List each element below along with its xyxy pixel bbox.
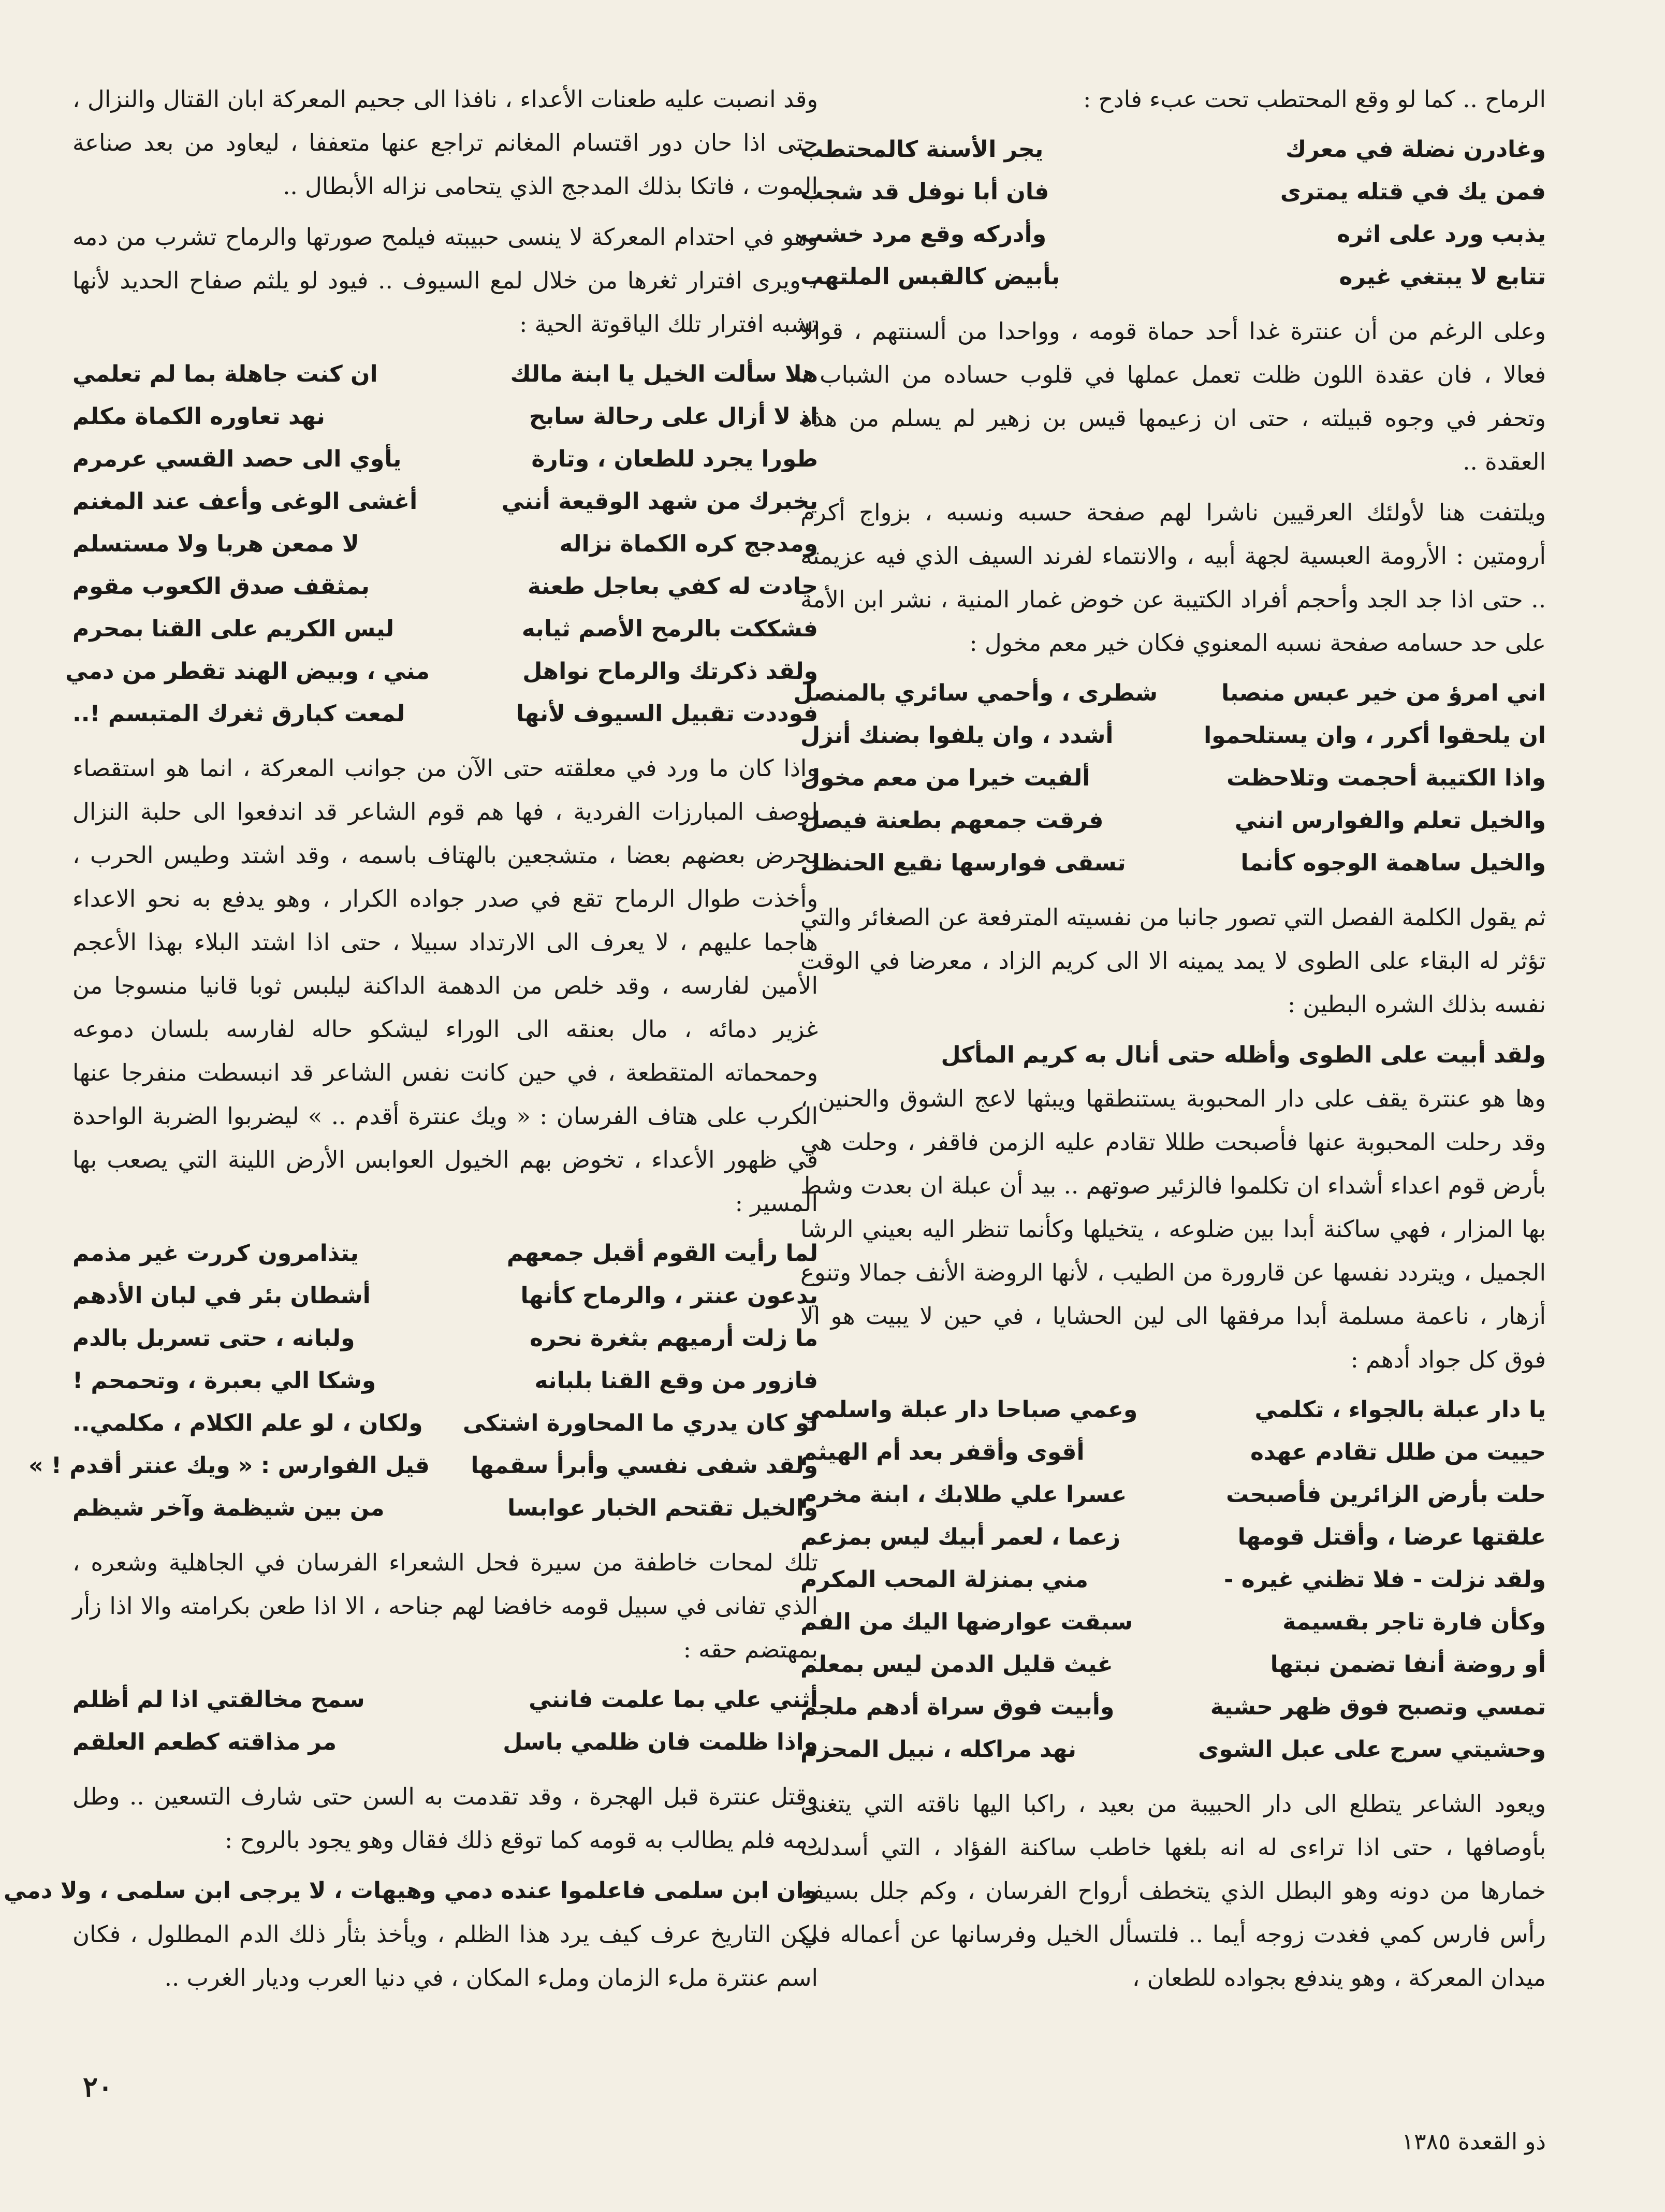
verse-line xyxy=(800,1686,1546,1728)
poem-verse xyxy=(793,672,1546,884)
first-hemistich: حييت من طلل تقادم عهده xyxy=(1250,1439,1546,1465)
paragraph: الرماح .. كما لو وقع المحتطب تحت عبء فادح : xyxy=(1083,85,1546,113)
verse-line xyxy=(72,353,818,396)
issue-date: ذو القعدة ١٣٨٥ xyxy=(1401,2129,1546,2155)
second-hemistich: وشكا الي بعبرة ، وتحمحم ! xyxy=(72,1367,376,1394)
verse-line xyxy=(800,842,1546,884)
second-hemistich: مني بمنزلة المحب المكرم xyxy=(800,1566,1088,1593)
second-hemistich: ان كنت جاهلة بما لم تعلمي xyxy=(72,361,378,387)
first-hemistich: ومدجج كره الكماة نزاله xyxy=(559,531,818,557)
first-hemistich: هلا سألت الخيل يا ابنة مالك xyxy=(510,361,818,387)
poem-verse xyxy=(72,1679,818,1764)
left-column xyxy=(4,78,818,2092)
verse-line xyxy=(800,1601,1546,1643)
paragraph: وقتل عنترة قبل الهجرة ، وقد تقدمت به السن حتى شارف التسعين .. وطل دمه فلم يطالب به قومه كما توقع ذلك فقال وهو يجود بالروح : xyxy=(72,1783,818,1854)
second-hemistich: يتذامرون كررت غير مذمم xyxy=(72,1240,359,1267)
second-hemistich: وأبيت فوق سراة أدهم ملجم xyxy=(800,1694,1115,1720)
first-hemistich: ولقد شفى نفسي وأبرأ سقمها xyxy=(471,1452,818,1479)
second-hemistich: زعما ، لعمر أبيك ليس بمزعم xyxy=(800,1524,1121,1550)
second-hemistich: فان أبا نوفل قد شجب xyxy=(800,179,1049,205)
first-hemistich: اذ لا أزال على رحالة سابح xyxy=(529,403,818,430)
verse-line xyxy=(72,396,818,438)
second-hemistich: لمعت كبارق ثغرك المتبسم !.. xyxy=(72,701,405,727)
verse-line xyxy=(72,523,818,565)
verse-line xyxy=(800,171,1546,213)
paragraph: وعلى الرغم من أن عنترة غدا أحد حماة قومه ، وواحدا من ألسنتهم ، قوالا فعالا ، فان عقدة اللون ظلت تعمل عملها في قلوب حساده من الشباب ، وتحفر في وجوه قبيلته ، حتى ان زعيمها قيس بن زهير لم يسلم من هذه العقدة .. xyxy=(800,317,1546,475)
second-hemistich: بمثقف صدق الكعوب مقوم xyxy=(72,573,370,600)
paragraph: وقد انصبت عليه طعنات الأعداء ، نافذا الى جحيم المعركة ابان القتال والنزال ، حتى اذا حان دور اقتسام المغانم تراجع عنها متعففا ، ليعاود من بعد صناعة الموت ، فاتكا بذلك المدجج الذي يتحامى نزاله الأبطال .. xyxy=(72,85,818,200)
second-hemistich: شطرى ، وأحمي سائري بالمنصل xyxy=(793,680,1158,706)
first-hemistich: أثني علي بما علمت فانني xyxy=(529,1686,818,1713)
second-hemistich: قيل الفوارس : « ويك عنتر أقدم ! » xyxy=(28,1452,430,1479)
first-hemistich: تمسي وتصبح فوق ظهر حشية xyxy=(1210,1694,1546,1720)
poem-verse xyxy=(28,1232,818,1530)
verse-line xyxy=(72,608,818,650)
paragraph: لكن التاريخ عرف كيف يرد هذا الظلم ، ويأخذ بثأر ذلك الدم المطلول ، فكان اسم عنترة ملء الزمان وملء المكان ، في دنيا العرب وديار الغرب .. xyxy=(72,1920,818,1991)
first-hemistich: ولقد نزلت - فلا تظني غيره - xyxy=(1224,1566,1546,1593)
first-hemistich: لما رأيت القوم أقبل جمعهم xyxy=(506,1240,818,1267)
verse-line xyxy=(72,1402,818,1445)
first-hemistich: ان يلحقوا أكرر ، وان يستلحموا xyxy=(1204,722,1546,749)
paragraph: وهو في احتدام المعركة لا ينسى حبيبته فيلمح صورتها والرماح تشرب من دمه ، ويرى افترار ثغرها من خلال لمع السيوف .. فيود لو يلثم صفاح الحديد لأنها تشبه افترار تلك الياقوتة الحية : xyxy=(72,223,818,338)
second-hemistich: ولبانه ، حتى تسربل بالدم xyxy=(72,1325,355,1351)
second-hemistich: لا ممعن هربا ولا مستسلم xyxy=(72,531,359,557)
first-hemistich: علقتها عرضا ، وأقتل قومها xyxy=(1237,1524,1546,1550)
first-hemistich: والخيل ساهمة الوجوه كأنما xyxy=(1240,850,1546,876)
verse-line xyxy=(72,1232,818,1275)
verse-line xyxy=(800,1643,1546,1686)
verse-line xyxy=(800,1559,1546,1601)
second-hemistich: فرقت جمعهم بطعنة فيصل xyxy=(800,807,1104,834)
single-verse: وان ابن سلمى فاعلموا عنده دمي وهيهات ، لا يرجى ابن سلمى ، ولا دمي xyxy=(4,1878,818,1904)
verse-line xyxy=(72,438,818,481)
verse-line xyxy=(72,1317,818,1360)
verse-line xyxy=(800,213,1546,256)
right-column xyxy=(793,78,1546,2092)
first-hemistich: تتابع لا يبتغي غيره xyxy=(1339,264,1546,290)
verse-line xyxy=(72,481,818,523)
first-hemistich: فشككت بالرمح الأصم ثيابه xyxy=(521,616,818,642)
paragraph: واذا كان ما ورد في معلقته حتى الآن من جوانب المعركة ، انما هو استقصاء لوصف المبارزات الفردية ، فها هم قوم الشاعر قد اندفعوا الى حلبة النزال يحرض بعضهم بعضا ، متشجعين بالهتاف باسمه ، وقد اشتد وطيس الحرب ، وأخذت طوال الرماح تقع في صدر جواده الكرار ، وهو يدفع به نحو الاعداء هاجما عليهم ، لا يعرف الى الارتداد سبيلا ، حتى اذا اشتد البلاء بهذا الأعجم الأمين لفارسه ، وقد خلص من الدهمة الداكنة ليلبس ثوبا قانيا منسوجا من غزير دمائه ، مال بعنقه الى الوراء ليشكو حاله لفارسه بلسان دموعه وحمحماته المتقطعة ، في حين كانت نفس الشاعر قد انبسطت منفرجا عنها الكرب على هتاف الفرسان : « ويك عنترة أقدم .. » ليضربوا الضربة الواحدة في ظهور الأعداء ، تخوض بهم الخيول العوابس الأرض اللينة التي يصعب بها المسير : xyxy=(72,754,818,1217)
verse-line xyxy=(800,715,1546,757)
second-hemistich: نهد مراكله ، نبيل المحزم xyxy=(800,1736,1077,1763)
first-hemistich: فوددت تقبيل السيوف لأنها xyxy=(516,701,818,727)
paragraph: وها هو عنترة يقف على دار المحبوبة يستنطقها ويبثها لاعج الشوق والحنين ، وقد رحلت المحبوبة عنها فأصبحت طللا تقادم عليه الزمن فاقفر ، وحلت هي بأرض قوم اعداء أشداء ان تكلموا فالزئير صوتهم .. بيد أن عبلة ان بعدت وشط بها المزار ، فهي ساكنة أبدا بين ضلوعه ، يتخيلها وكأنما تنظر اليه بعيني الرشا الجميل ، ويتردد نفسها عن قارورة من الطيب ، لأنها الروضة الأنف جمالا وتنوع أزهار ، ناعمة مسلمة أبدا مرفقها الى لين الحشايا ، في حين لا يبيت هو الا فوق كل جواد أدهم : xyxy=(800,1085,1546,1373)
first-hemistich: ما زلت أرميهم بثغرة نحره xyxy=(530,1325,818,1351)
second-hemistich: من بين شيظمة وآخر شيظم xyxy=(72,1495,385,1521)
first-hemistich: حلت بأرض الزائرين فأصبحت xyxy=(1226,1481,1546,1508)
poem-verse xyxy=(65,353,818,735)
single-verse: ولقد أبيت على الطوى وأظله حتى أنال به كريم المأكل xyxy=(941,1042,1546,1068)
first-hemistich: أو روضة أنفا تضمن نبتها xyxy=(1270,1651,1546,1678)
second-hemistich: مني ، وبيض الهند تقطر من دمي xyxy=(65,658,430,685)
second-hemistich: يجر الأسنة كالمحتطب xyxy=(800,136,1044,163)
second-hemistich: ألفيت خيرا من معم مخول xyxy=(800,765,1090,791)
second-hemistich: غيث قليل الدمن ليس بمعلم xyxy=(800,1651,1113,1678)
verse-line xyxy=(800,757,1546,799)
verse-line xyxy=(28,1445,818,1487)
verse-line xyxy=(800,1431,1546,1474)
first-hemistich: والخيل تعلم والفوارس انني xyxy=(1234,807,1546,834)
first-hemistich: يذبب ورد على اثره xyxy=(1337,221,1546,248)
verse-line xyxy=(72,1721,818,1764)
second-hemistich: مر مذاقته كطعم العلقم xyxy=(72,1729,337,1755)
first-hemistich: جادت له كفي بعاجل طعنة xyxy=(527,573,818,600)
first-hemistich: يخبرك من شهد الوقيعة أنني xyxy=(501,488,818,515)
second-hemistich: أقوى وأقفر بعد أم الهيثم xyxy=(800,1439,1085,1465)
first-hemistich: فازور من وقع القنا بلبانه xyxy=(534,1367,818,1394)
first-hemistich: طورا يجرد للطعان ، وتارة xyxy=(531,446,818,472)
paragraph: ثم يقول الكلمة الفصل التي تصور جانبا من نفسيته المترفعة عن الصغائر والتي تؤثر له البقاء على الطوى لا يمد يمينه الا الى كريم الزاد ، معرضا في الوقت نفسه بذلك الشره البطين : xyxy=(800,904,1546,1018)
paragraph: ويلتفت هنا لأولئك العرقيين ناشرا لهم صفحة حسبه ونسبه ، بزواج أكرم أرومتين : الأرومة العبسية لجهة أبيه ، والانتماء لفرند السيف الذي فيه عزيمته .. حتى اذا جد الجد وأحجم أفراد الكتيبة عن خوض غمار المنية ، نشر ابن الأمة على حد حسامه صفحة نسبه المعنوي فكان خير معم مخول : xyxy=(800,499,1546,657)
second-hemistich: ليس الكريم على القنا بمحرم xyxy=(72,616,395,642)
second-hemistich: سمح مخالقتي اذا لم أظلم xyxy=(72,1686,365,1713)
second-hemistich: وعمي صباحا دار عبلة واسلمي xyxy=(800,1396,1138,1423)
second-hemistich: نهد تعاوره الكماة مكلم xyxy=(72,403,325,430)
first-hemistich: ولقد ذكرتك والرماح نواهل xyxy=(522,658,818,685)
verse-line xyxy=(800,1516,1546,1559)
first-hemistich: يدعون عنتر ، والرماح كأنها xyxy=(520,1283,818,1309)
first-hemistich: يا دار عبلة بالجواء ، تكلمي xyxy=(1254,1396,1546,1423)
second-hemistich: بأبيض كالقبس الملتهب xyxy=(800,264,1060,290)
second-hemistich: أغشى الوغى وأعف عند المغنم xyxy=(72,488,418,515)
verse-line xyxy=(72,1275,818,1317)
second-hemistich: أشطان بئر في لبان الأدهم xyxy=(72,1283,371,1309)
poem-verse xyxy=(800,1389,1546,1771)
first-hemistich: وكأن فارة تاجر بقسيمة xyxy=(1282,1609,1546,1635)
second-hemistich: أشدد ، وان يلفوا بضنك أنزل xyxy=(800,722,1114,749)
page-number: ٢٠ xyxy=(83,2070,113,2103)
verse-line xyxy=(793,672,1546,715)
first-hemistich: وغادرن نضلة في معرك xyxy=(1286,136,1546,163)
verse-line xyxy=(800,1728,1546,1771)
first-hemistich: وحشيتي سرج على عبل الشوى xyxy=(1197,1736,1546,1763)
second-hemistich: سبقت عوارضها اليك من الفم xyxy=(800,1609,1133,1635)
verse-line xyxy=(72,693,818,735)
first-hemistich: والخيل تقتحم الخبار عوابسا xyxy=(507,1495,818,1521)
paragraph: تلك لمحات خاطفة من سيرة فحل الشعراء الفرسان في الجاهلية وشعره ، الذي تفانى في سبيل قومه خافضا لهم جناحه ، الا اذا طعن بكرامته والا اذا زأر بمهتضم حقه : xyxy=(72,1549,818,1663)
verse-line xyxy=(72,1360,818,1402)
verse-line xyxy=(72,1679,818,1721)
verse-line xyxy=(72,565,818,608)
second-hemistich: يأوي الى حصد القسي عرمرم xyxy=(72,446,402,472)
verse-line xyxy=(800,128,1546,171)
verse-line xyxy=(800,1389,1546,1431)
second-hemistich: عسرا علي طلابك ، ابنة مخرم xyxy=(800,1481,1127,1508)
paragraph: ويعود الشاعر يتطلع الى دار الحبيبة من بعيد ، راكبا اليها ناقته التي يتغنى بأوصافها ، حتى اذا تراءى له انه بلغها خاطب ساكنة الفؤاد ، التي أسدلت خمارها من دونه وهو البطل الذي يتخطف أرواح الفرسان ، وكم جلل بسيفه رأس فارس كمي فغدت زوجه أيما .. فلتسأل الخيل وفرسانها عن أعماله في ميدان المعركة ، وهو يندفع بجواده للطعان ، xyxy=(800,1790,1546,1991)
first-hemistich: لو كان يدري ما المحاورة اشتكى xyxy=(462,1410,818,1436)
verse-line xyxy=(800,799,1546,842)
first-hemistich: فمن يك في قتله يمترى xyxy=(1280,179,1546,205)
first-hemistich: اني امرؤ من خير عبس منصبا xyxy=(1221,680,1546,706)
second-hemistich: وأدركه وقع مرد خشب xyxy=(800,221,1047,248)
verse-line xyxy=(65,650,818,693)
second-hemistich: تسقى فوارسها نقيع الحنظل xyxy=(800,850,1126,876)
verse-line xyxy=(800,256,1546,298)
first-hemistich: واذا ظلمت فان ظلمي باسل xyxy=(503,1729,818,1755)
verse-line xyxy=(72,1487,818,1530)
second-hemistich: ولكان ، لو علم الكلام ، مكلمي.. xyxy=(72,1410,423,1436)
first-hemistich: واذا الكتيبة أحجمت وتلاحظت xyxy=(1226,765,1546,791)
verse-line xyxy=(800,1474,1546,1516)
poem-verse xyxy=(800,128,1546,298)
